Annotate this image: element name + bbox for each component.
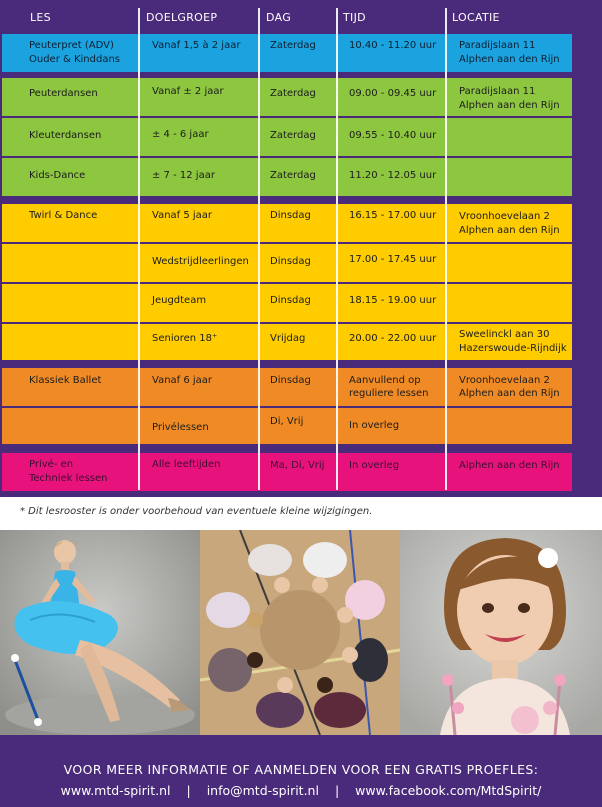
footer-links <box>0 783 602 798</box>
cell-les: Ouder & Kinddans <box>29 54 121 65</box>
table-row <box>2 118 572 156</box>
disclaimer-text: * Dit lesrooster is onder voorbehoud van eventuele kleine wijzigingen. <box>20 506 373 517</box>
header-les: LES <box>30 11 51 24</box>
table-row <box>2 324 572 360</box>
cell-doelgroep: Jeugdteam <box>152 295 207 306</box>
cell-locatie: Alphen aan den Rijn <box>459 388 560 399</box>
cell-dag: Dinsdag <box>270 375 311 386</box>
cell-doelgroep: Vanaf 5 jaar <box>152 210 213 221</box>
cell-locatie: Alphen aan den Rijn <box>459 460 560 471</box>
cell-dag: Dinsdag <box>270 256 311 267</box>
cell-dag: Ma, Di, Vrij <box>270 460 325 471</box>
website-link[interactable]: www.mtd-spirit.nl <box>60 783 171 798</box>
cell-doelgroep: Vanaf ± 2 jaar <box>152 86 224 97</box>
column-divider <box>258 8 260 490</box>
table-row <box>2 158 572 196</box>
cell-locatie: Paradijslaan 11 <box>459 40 536 51</box>
cell-dag: Zaterdag <box>270 88 316 99</box>
cell-locatie: Paradijslaan 11 <box>459 86 536 97</box>
separator: | <box>186 783 191 798</box>
column-divider <box>336 8 338 490</box>
cell-les: Techniek lessen <box>29 473 108 484</box>
cell-doelgroep: ± 7 - 12 jaar <box>152 170 215 181</box>
header-locatie: LOCATIE <box>452 11 500 24</box>
cell-doelgroep: Vanaf 6 jaar <box>152 375 213 386</box>
twirl-dancer-image <box>0 530 200 735</box>
cell-tijd: Aanvullend op <box>349 375 421 386</box>
cell-doelgroep: Senioren 18⁺ <box>152 333 218 344</box>
table-row <box>2 204 572 242</box>
footer <box>0 735 602 807</box>
cell-doelgroep: Wedstrijdleerlingen <box>152 256 249 267</box>
photo-smiling-girl <box>400 530 602 735</box>
cell-tijd: 10.40 - 11.20 uur <box>349 40 437 51</box>
header-doelgroep: DOELGROEP <box>146 11 218 24</box>
cell-dag: Dinsdag <box>270 210 311 221</box>
table-row <box>2 34 572 72</box>
table-row <box>2 368 572 406</box>
table-row <box>2 284 572 322</box>
cell-dag: Vrijdag <box>270 333 306 344</box>
cell-locatie: Alphen aan den Rijn <box>459 54 560 65</box>
cell-tijd: 16.15 - 17.00 uur <box>349 210 437 221</box>
cell-tijd: 17.00 - 17.45 uur <box>349 254 437 265</box>
photo-strip <box>0 530 602 735</box>
cell-doelgroep: ± 4 - 6 jaar <box>152 129 209 140</box>
cell-dag: Zaterdag <box>270 130 316 141</box>
cell-tijd: 18.15 - 19.00 uur <box>349 295 437 306</box>
header-dag: DAG <box>266 11 292 24</box>
cell-les: Kids-Dance <box>29 170 86 181</box>
children-circle-image <box>200 530 400 735</box>
cell-locatie: Vroonhoevelaan 2 <box>459 211 550 222</box>
cell-locatie: Alphen aan den Rijn <box>459 225 560 236</box>
cell-les: Twirl & Dance <box>29 210 98 221</box>
cell-dag: Di, Vrij <box>270 416 304 427</box>
cell-dag: Zaterdag <box>270 170 316 181</box>
facebook-link[interactable]: www.facebook.com/MtdSpirit/ <box>355 783 542 798</box>
cell-tijd: 09.55 - 10.40 uur <box>349 130 437 141</box>
table-row <box>2 78 572 116</box>
cell-tijd: In overleg <box>349 420 400 431</box>
cell-dag: Zaterdag <box>270 40 316 51</box>
email-link[interactable]: info@mtd-spirit.nl <box>206 783 319 798</box>
photo-children-circle <box>200 530 400 735</box>
cell-tijd: 20.00 - 22.00 uur <box>349 333 437 344</box>
table-row <box>2 453 572 491</box>
header-tijd: TIJD <box>343 11 366 24</box>
cell-locatie: Hazerswoude-Rijndijk <box>459 343 567 354</box>
table-row <box>2 244 572 282</box>
table-row <box>2 408 572 444</box>
cell-les: Peuterdansen <box>29 88 98 99</box>
separator: | <box>334 783 340 798</box>
cell-locatie: Alphen aan den Rijn <box>459 100 560 111</box>
cell-les: Peuterpret (ADV) <box>29 40 114 51</box>
footer-title: VOOR MEER INFORMATIE OF AANMELDEN VOOR EEN GRATIS PROEFLES: <box>63 762 539 777</box>
cell-doelgroep: Alle leeftijden <box>152 459 221 470</box>
smiling-girl-image <box>400 530 602 735</box>
cell-tijd: In overleg <box>349 460 400 471</box>
cell-doelgroep: Vanaf 1,5 à 2 jaar <box>152 40 241 51</box>
cell-doelgroep: Privélessen <box>152 422 209 433</box>
cell-locatie: Sweelinckl aan 30 <box>459 329 550 340</box>
cell-tijd: 09.00 - 09.45 uur <box>349 88 437 99</box>
disclaimer <box>0 497 602 530</box>
column-divider <box>138 8 140 490</box>
cell-tijd: reguliere lessen <box>349 388 429 399</box>
cell-tijd: 11.20 - 12.05 uur <box>349 170 437 181</box>
cell-dag: Dinsdag <box>270 295 311 306</box>
cell-les: Privé- en <box>29 459 74 470</box>
cell-les: Klassiek Ballet <box>29 375 102 386</box>
column-divider <box>445 8 447 490</box>
photo-twirl-dancer <box>0 530 200 735</box>
cell-les: Kleuterdansen <box>29 130 102 141</box>
cell-locatie: Vroonhoevelaan 2 <box>459 375 550 386</box>
